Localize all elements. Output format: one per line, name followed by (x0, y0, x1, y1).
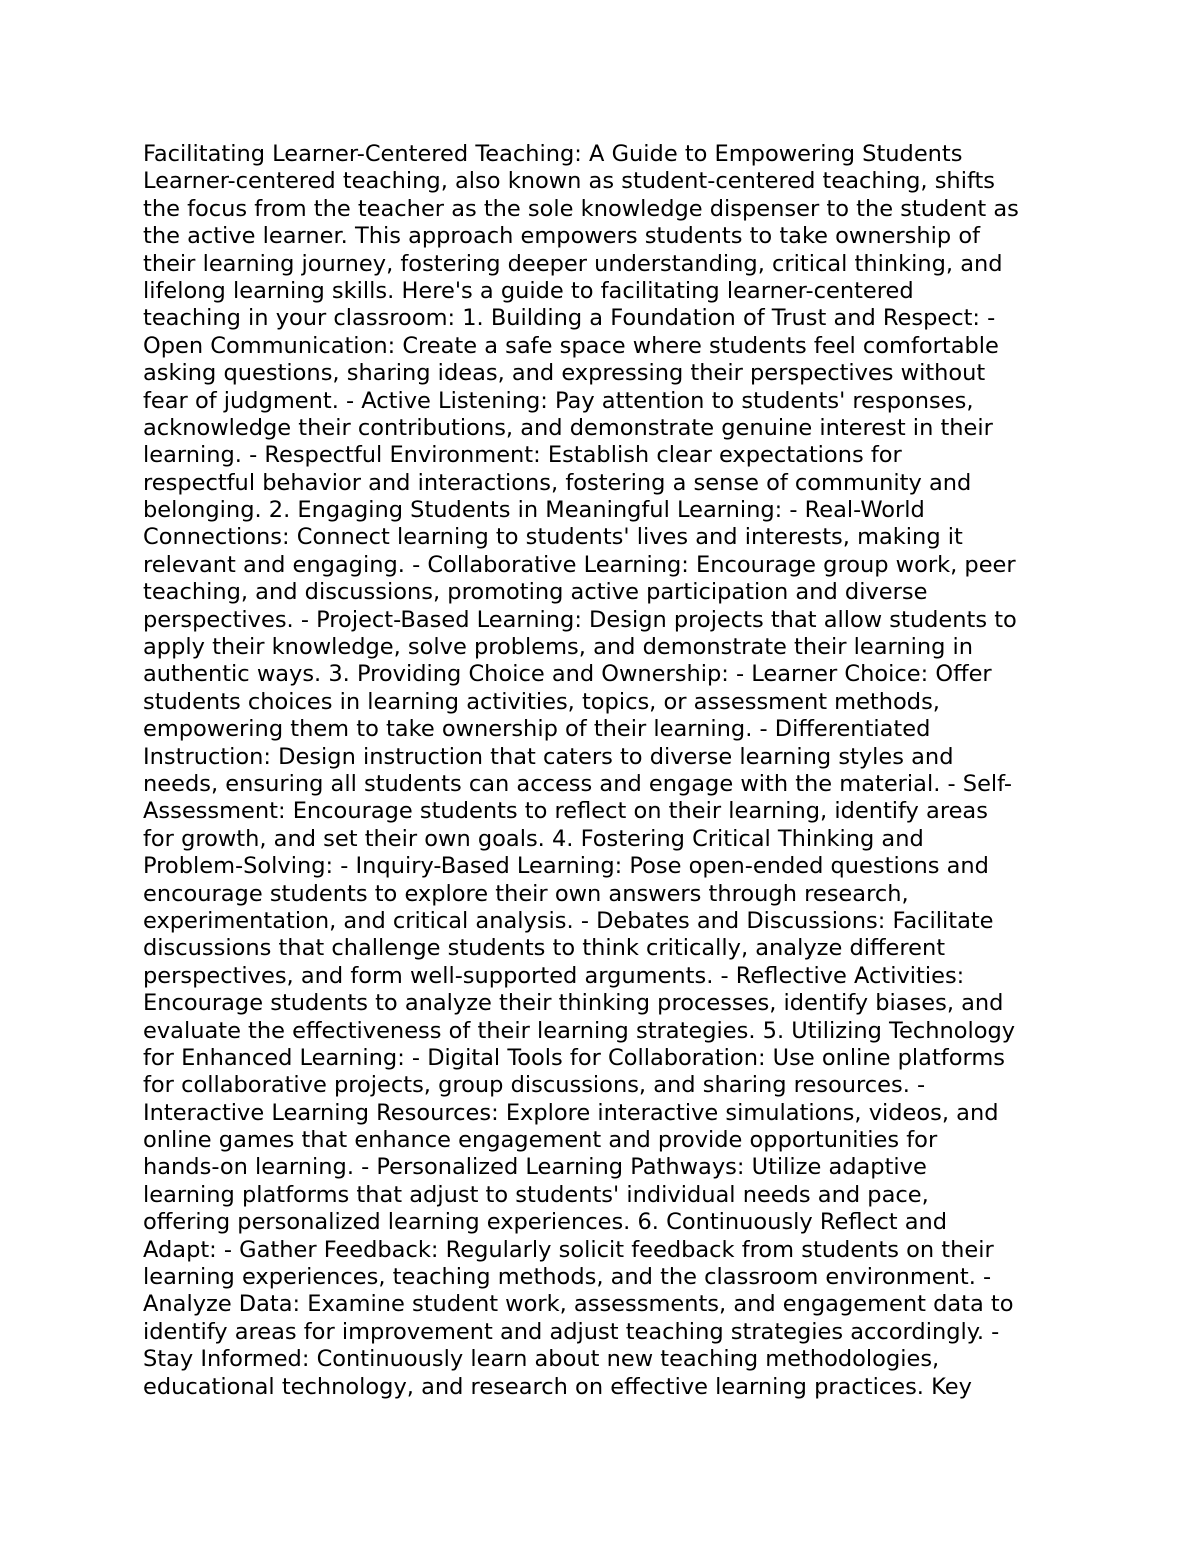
text-line: empowering them to take ownership of their learning. - Differentiated (143, 716, 931, 743)
text-line: for collaborative projects, group discussions, and sharing resources. - (143, 1072, 926, 1099)
text-line: lifelong learning skills. Here's a guide to facilitating learner-centered (143, 277, 914, 304)
text-line: learning experiences, teaching methods, and the classroom environment. - (143, 1264, 992, 1291)
text-line: experimentation, and critical analysis. - Debates and Discussions: Facilitate (143, 907, 994, 934)
text-line: discussions that challenge students to think critically, analyze different (143, 935, 946, 962)
text-line: Interactive Learning Resources: Explore interactive simulations, videos, and (143, 1099, 999, 1126)
text-line: learning platforms that adjust to students' individual needs and pace, (143, 1181, 929, 1208)
text-line: for Enhanced Learning: - Digital Tools for Collaboration: Use online platforms (143, 1044, 1005, 1071)
text-line: Stay Informed: Continuously learn about new teaching methodologies, (143, 1346, 940, 1373)
text-line: hands-on learning. - Personalized Learning Pathways: Utilize adaptive (143, 1154, 927, 1181)
text-line: learning. - Respectful Environment: Establish clear expectations for (143, 442, 902, 469)
text-line: the active learner. This approach empowers students to take ownership of (143, 223, 981, 250)
text-line: students choices in learning activities, topics, or assessment methods, (143, 688, 940, 715)
text-line: respectful behavior and interactions, fostering a sense of community and (143, 469, 972, 496)
text-line: teaching in your classroom: 1. Building a Foundation of Trust and Respect: - (143, 305, 996, 332)
text-line: encourage students to explore their own answers through research, (143, 880, 909, 907)
text-line: belonging. 2. Engaging Students in Meaningful Learning: - Real-World (143, 497, 925, 524)
text-line: Assessment: Encourage students to reflect on their learning, identify areas (143, 798, 988, 825)
text-line: teaching, and discussions, promoting active participation and diverse (143, 579, 928, 606)
text-line: for growth, and set their own goals. 4. Fostering Critical Thinking and (143, 825, 924, 852)
text-line: Analyze Data: Examine student work, assessments, and engagement data to (143, 1291, 1014, 1318)
text-line: offering personalized learning experiences. 6. Continuously Reflect and (143, 1209, 948, 1236)
text-line: Instruction: Design instruction that caters to diverse learning styles and (143, 743, 954, 770)
text-line: Learner-centered teaching, also known as student-centered teaching, shifts (143, 168, 996, 195)
text-line: relevant and engaging. - Collaborative Learning: Encourage group work, peer (143, 551, 1016, 578)
text-line: the focus from the teacher as the sole knowledge dispenser to the student as (143, 195, 1019, 222)
text-line: educational technology, and research on effective learning practices. Key (143, 1373, 972, 1400)
text-line: perspectives, and form well-supported arguments. - Reflective Activities: (143, 962, 965, 989)
text-line: needs, ensuring all students can access and engage with the material. - Self- (143, 770, 1012, 797)
text-line: identify areas for improvement and adjust teaching strategies accordingly. - (143, 1318, 1000, 1345)
text-line: their learning journey, fostering deeper understanding, critical thinking, and (143, 250, 1003, 277)
text-line: Facilitating Learner-Centered Teaching: A Guide to Empowering Students (143, 141, 963, 167)
text-line: apply their knowledge, solve problems, and demonstrate their learning in (143, 634, 974, 661)
text-line: Problem-Solving: - Inquiry-Based Learning: Pose open-ended questions and (143, 853, 989, 880)
text-line: asking questions, sharing ideas, and expressing their perspectives without (143, 360, 986, 387)
text-line: Adapt: - Gather Feedback: Regularly solicit feedback from students on their (143, 1236, 994, 1263)
text-line: Open Communication: Create a safe space where students feel comfortable (143, 332, 999, 359)
text-line: authentic ways. 3. Providing Choice and Ownership: - Learner Choice: Offer (143, 661, 992, 688)
text-line: online games that enhance engagement and provide opportunities for (143, 1127, 938, 1154)
document-body-text (143, 141, 1103, 1401)
text-line: Encourage students to analyze their thinking processes, identify biases, and (143, 990, 1004, 1017)
text-line: Connections: Connect learning to students' lives and interests, making it (143, 524, 963, 551)
text-line: evaluate the effectiveness of their learning strategies. 5. Utilizing Technology (143, 1017, 1016, 1044)
text-line: fear of judgment. - Active Listening: Pay attention to students' responses, (143, 387, 974, 414)
text-line: acknowledge their contributions, and demonstrate genuine interest in their (143, 414, 993, 441)
text-line: perspectives. - Project-Based Learning: Design projects that allow students to (143, 606, 1017, 633)
